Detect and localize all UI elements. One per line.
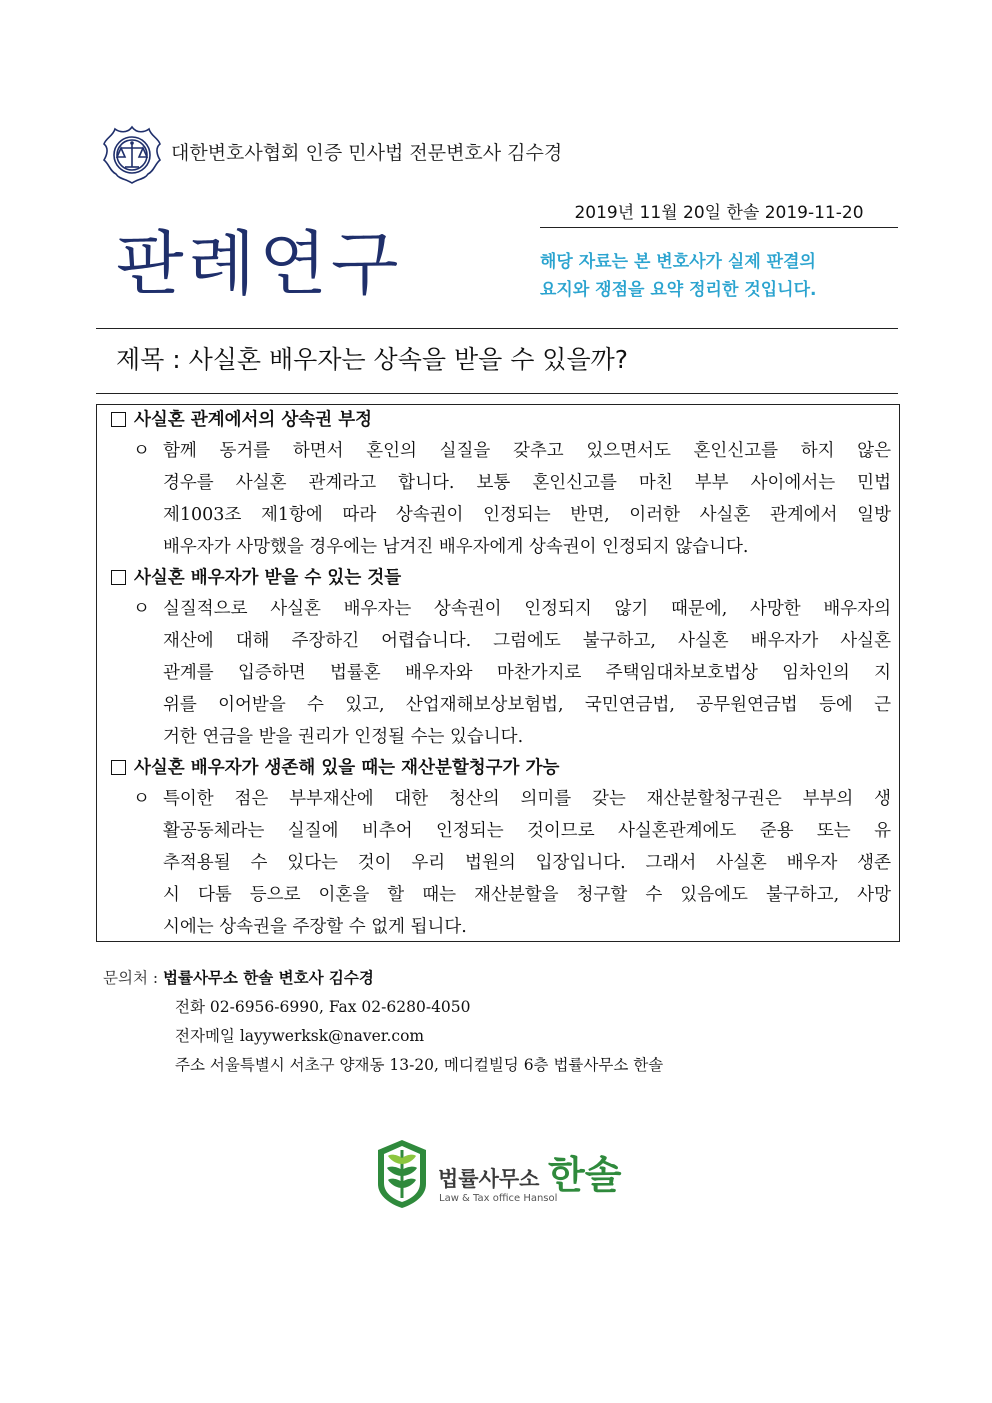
section-heading: [97, 405, 899, 435]
paragraph-line: 위를 이어받을 수 있고, 산업재해보상보험법, 국민연금법, 공무원연금법 등에 근: [163, 695, 891, 715]
paragraph-line: 함께 동거를 하면서 혼인의 실질을 갖추고 있으면서도 혼인신고를 하지 않은: [163, 441, 891, 461]
checkbox-square-icon: [111, 412, 126, 427]
bullet-icon: ㅇ: [133, 441, 150, 461]
logo-english-name: Law & Tax office Hansol: [439, 1193, 558, 1204]
paragraph-line: 거한 연금을 받을 권리가 인정될 수는 있습니다.: [163, 727, 524, 747]
section-heading-text: 사실혼 배우자가 받을 수 있는 것들: [134, 568, 402, 588]
bullet-icon: ㅇ: [133, 599, 150, 619]
subject-title: 제목 : 사실혼 배우자는 상속을 받을 수 있을까?: [116, 345, 629, 374]
page-title: 판례연구: [116, 223, 403, 305]
contact-firm-line: [103, 963, 663, 993]
section-paragraph: [97, 783, 899, 943]
checkbox-square-icon: [111, 570, 126, 585]
contact-block: [103, 963, 663, 1080]
paragraph-line: 재산에 대해 주장하긴 어렵습니다. 그럼에도 불구하고, 사실혼 배우자가 사실혼: [163, 631, 891, 651]
contact-label: 문의처 :: [103, 969, 159, 987]
logo-name-big: 한솔: [548, 1153, 622, 1197]
section-paragraph: [97, 593, 899, 753]
paragraph-line: 시 다툼 등으로 이혼을 할 때는 재산분할을 청구할 수 있음에도 불구하고, 사망: [163, 885, 891, 905]
notice-text: [540, 248, 816, 304]
section-paragraph: [97, 435, 899, 563]
hansol-logo-icon: [374, 1138, 430, 1210]
paragraph-line: 배우자가 사망했을 경우에는 남겨진 배우자에게 상속권이 인정되지 않습니다.: [163, 537, 749, 557]
contact-phone: 전화 02-6956-6990, Fax 02-6280-4050: [175, 998, 471, 1016]
section: [97, 563, 899, 753]
paragraph-line: 활공동체라는 실질에 비추어 인정되는 것이므로 사실혼관계에도 준용 또는 유: [163, 821, 891, 841]
bar-association-emblem-icon: [101, 124, 163, 186]
section-heading: [97, 563, 899, 593]
contact-firm: 법률사무소 한솔 변호사 김수경: [163, 968, 374, 987]
paragraph-line: 경우를 사실혼 관계라고 합니다. 보통 혼인신고를 마친 부부 사이에서는 민법: [163, 473, 891, 493]
paragraph-line: 특이한 점은 부부재산에 대한 청산의 의미를 갖는 재산분할청구권은 부부의 생: [163, 789, 891, 809]
section-heading: [97, 753, 899, 783]
paragraph-line: 관계를 입증하면 법률혼 배우자와 마찬가지로 주택임대차보호법상 임차인의 지: [163, 663, 891, 683]
contact-address: 주소 서울특별시 서초구 양재동 13-20, 메디컬빌딩 6층 법률사무소 한솔: [175, 1056, 664, 1074]
notice-line: 해당 자료는 본 변호사가 실제 판결의: [540, 252, 816, 272]
paragraph-line: 제1003조 제1항에 따라 상속권이 인정되는 반면, 이러한 사실혼 관계에서 일방: [163, 505, 891, 525]
logo-name-small: 법률사무소: [438, 1167, 540, 1191]
bullet-icon: ㅇ: [133, 789, 150, 809]
contact-email: 전자메일 layywerksk@naver.com: [175, 1027, 425, 1045]
section-heading-text: 사실혼 배우자가 생존해 있을 때는 재산분할청구가 가능: [134, 758, 560, 778]
paragraph-line: 실질적으로 사실혼 배우자는 상속권이 인정되지 않기 때문에, 사망한 배우자의: [163, 599, 891, 619]
notice-line: 요지와 쟁점을 요약 정리한 것입니다.: [540, 280, 817, 300]
checkbox-square-icon: [111, 760, 126, 775]
paragraph-line: 시에는 상속권을 주장할 수 없게 됩니다.: [163, 917, 467, 937]
paragraph-line: 추적용될 수 있다는 것이 우리 법원의 입장입니다. 그래서 사실혼 배우자 생존: [163, 853, 891, 873]
section: [97, 753, 899, 943]
section: [97, 405, 899, 563]
divider: [96, 328, 898, 329]
date-line: 2019년 11월 20일 한솔 2019-11-20: [540, 201, 898, 228]
content-box: [96, 404, 900, 942]
divider: [96, 393, 898, 394]
certification-text: 대한변호사협회 인증 민사법 전문변호사 김수경: [171, 142, 563, 164]
section-heading-text: 사실혼 관계에서의 상속권 부정: [134, 410, 373, 430]
